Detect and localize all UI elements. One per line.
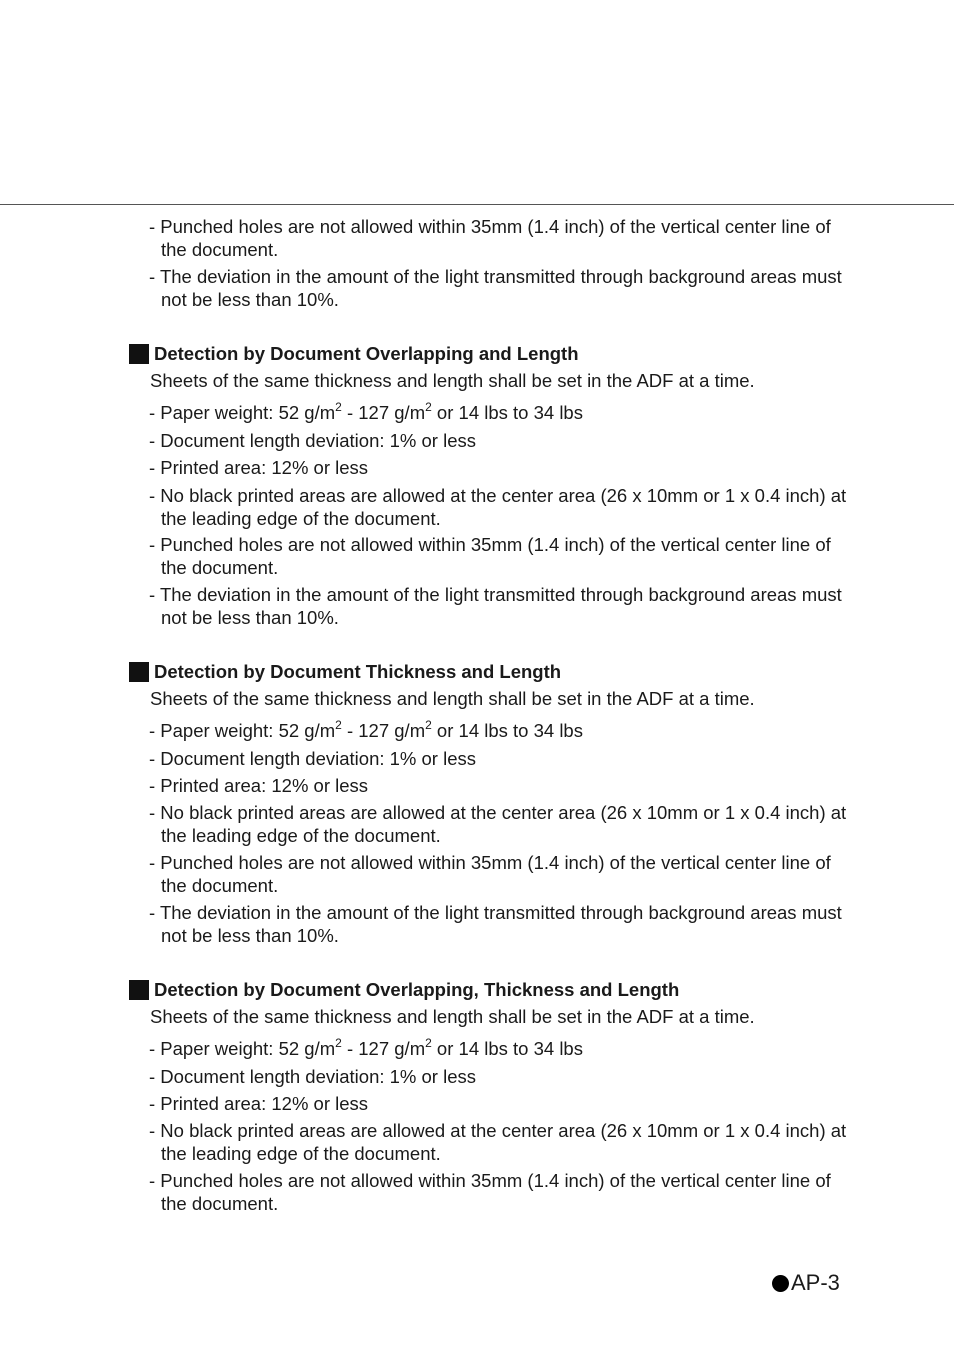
list-item: - Punched holes are not allowed within 35mm (1.4 inch) of the vertical center line of the document. <box>149 216 831 260</box>
header-rule <box>0 204 954 205</box>
list-item: - Document length deviation: 1% or less <box>149 1066 477 1087</box>
paper-weight-item: - Paper weight: 52 $g/m^2 - 127$ $g/m^2$ or 14 lbs to 34 lbs <box>149 400 583 423</box>
section-heading: Detection by Document Overlapping, Thickness and Length <box>129 978 679 1001</box>
section-heading: Detection by Document Thickness and Length <box>129 660 561 683</box>
section-intro: Sheets of the same thickness and length shall be set in the ADF at a time. <box>150 1006 755 1027</box>
section-heading: Detection by Document Overlapping and Length <box>129 342 579 365</box>
list-item: - Document length deviation: 1% or less <box>149 430 477 451</box>
list-item: - No black printed areas are allowed at the center area (26 x 10mm or 1 x 0.4 inch) at the leading edge of the document. <box>149 485 847 529</box>
list-item: - The deviation in the amount of the light transmitted through background areas must not be less than 10%. <box>149 266 842 310</box>
bullet-dot-icon <box>772 1275 789 1292</box>
list-item: - Document length deviation: 1% or less <box>149 748 477 769</box>
paper-weight-item: - Paper weight: 52 $g/m^2 - 127$ $g/m^2$ or 14 lbs to 34 lbs <box>149 1036 583 1059</box>
section-intro: Sheets of the same thickness and length shall be set in the ADF at a time. <box>150 370 755 391</box>
list-item: - No black printed areas are allowed at the center area (26 x 10mm or 1 x 0.4 inch) at the leading edge of the document. <box>149 1120 847 1164</box>
list-item: - Printed area: 12% or less <box>149 1093 369 1114</box>
section-intro: Sheets of the same thickness and length shall be set in the ADF at a time. <box>150 688 755 709</box>
list-item: - The deviation in the amount of the light transmitted through background areas must not be less than 10%. <box>149 584 842 628</box>
list-item: - Punched holes are not allowed within 35mm (1.4 inch) of the vertical center line of the document. <box>149 852 831 896</box>
list-item: - Printed area: 12% or less <box>149 457 369 478</box>
square-bullet-icon <box>129 980 149 1000</box>
list-item: - Printed area: 12% or less <box>149 775 369 796</box>
page-number: AP-3 <box>772 1270 840 1296</box>
list-item: - The deviation in the amount of the light transmitted through background areas must not be less than 10%. <box>149 902 842 946</box>
paper-weight-item: - Paper weight: 52 $g/m^2 - 127$ $g/m^2$ or 14 lbs to 34 lbs <box>149 718 583 741</box>
list-item: - Punched holes are not allowed within 35mm (1.4 inch) of the vertical center line of the document. <box>149 534 831 578</box>
square-bullet-icon <box>129 662 149 682</box>
square-bullet-icon <box>129 344 149 364</box>
list-item: - Punched holes are not allowed within 35mm (1.4 inch) of the vertical center line of the document. <box>149 1170 831 1214</box>
list-item: - No black printed areas are allowed at the center area (26 x 10mm or 1 x 0.4 inch) at the leading edge of the document. <box>149 802 847 846</box>
